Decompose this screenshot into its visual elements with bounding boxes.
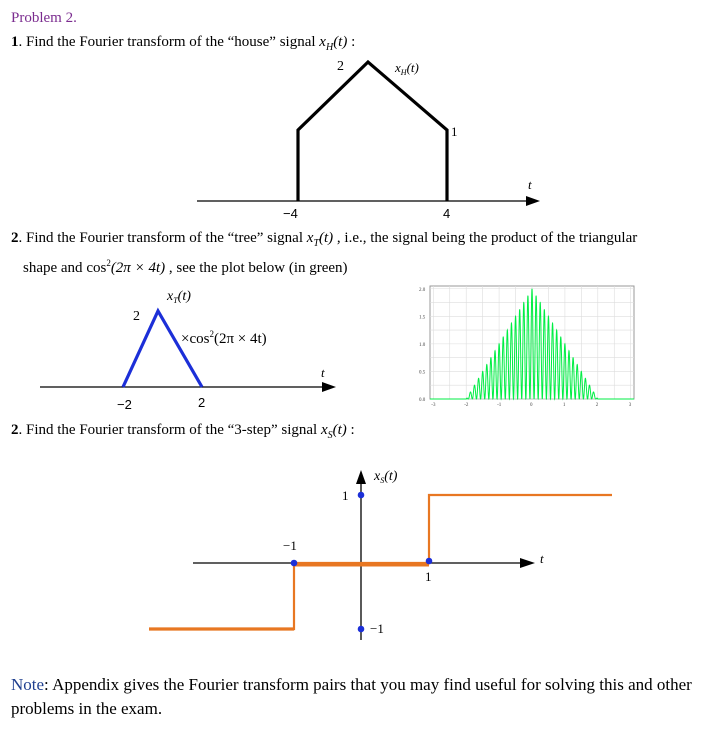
q2-signal-arg: (t) [319,230,334,246]
q1-tail: : [347,34,356,50]
house-neg-tick: −4 [283,206,298,221]
tree-green-plot [418,281,640,411]
q1-signal-sub: H [325,42,334,53]
house-edge-label: 1 [451,124,458,139]
step-axis-label: t [540,551,544,566]
q1-signal-arg: (t) [333,34,348,50]
x-tick-label: 2 [595,403,599,408]
step-point-neg1 [291,560,298,567]
tree-multiplier-label: $\times\cos^2(2\pi \times 4t)$ [181,329,267,347]
step-curve-label: $x_S(t)$ [374,469,398,485]
step-y-pos-label: 1 [342,488,349,503]
tree-axis-label: t [321,365,325,380]
question-2-text [11,230,637,249]
q3-text: . Find the Fourier transform of the “3-step” signal [18,422,321,438]
q1-signal: x [319,34,326,50]
q3-tail: : [346,422,355,438]
x-tick-label: 3 [628,403,632,408]
step-x-pos-label: 1 [425,569,432,584]
step-point-y1 [358,492,365,499]
question-3-text [11,422,355,441]
x-tick-label: 1 [562,403,566,408]
y-tick-label: 0.5 [419,370,426,376]
y-tick-label: 2.0 [419,287,426,293]
tree-curve-label: $x_T(t)$ [167,289,191,305]
tree-pos-tick: 2 [198,395,206,410]
house-pos-tick: 4 [443,206,451,221]
x-tick-label: 0 [530,403,533,408]
tree-peak-label: 2 [133,309,140,324]
q1-text: . Find the Fourier transform of the “house” signal [18,34,320,50]
q2-text-after: , i.e., the signal being the product of the triangular [333,230,638,246]
tree-neg-tick: −2 [117,397,132,412]
q3-number: 2 [11,422,19,438]
step-y-neg-label: −1 [370,621,384,636]
q2-signal-sub: T [313,238,319,249]
q2-line2-a: shape and [23,260,87,276]
house-axis-arrow-icon [526,196,540,206]
house-curve-label: $x_H(t)$ [395,60,419,77]
y-tick-label: 1.5 [419,315,426,321]
question-2-text-line2 [23,258,348,277]
note-label: Note [11,675,45,694]
y-tick-label: 1.0 [419,342,426,348]
q2-text: . Find the Fourier transform of the “tree” signal [18,230,307,246]
note-text: : Appendix gives the Fourier transform pairs that you may find useful for solving this and other problems in the exam. [11,675,692,718]
x-tick-label: -3 [431,403,436,408]
house-axis-label: t [528,177,532,192]
house-curve [298,62,447,201]
house-peak-label: 2 [337,59,344,74]
step-x-neg-label: −1 [283,538,297,553]
x-tick-label: -1 [497,403,502,408]
problem-title: Problem 2. [11,10,77,26]
tree-axis-arrow-icon [322,382,336,392]
q3-signal-arg: (t) [332,422,347,438]
step-point-pos1 [426,558,433,565]
q2-line2-b: , see the plot below (in green) [165,260,348,276]
q2-cos: cos [86,260,107,276]
q3-signal: x [320,422,328,438]
q2-signal: x [306,230,314,246]
step-t-axis-arrow-icon [520,558,535,568]
q2-cos-pow: 2 [106,258,111,268]
y-tick-label: 0.0 [419,398,426,403]
step-point-yneg1 [358,626,365,633]
q2-number: 2 [11,230,19,246]
q3-signal-sub: S [327,430,333,441]
q2-cos-arg: (2π × 4t) [110,260,166,276]
x-tick-label: -2 [464,403,469,408]
step-y-axis-arrow-icon [356,470,366,484]
note-paragraph [11,673,701,721]
q1-number: 1 [11,34,19,50]
